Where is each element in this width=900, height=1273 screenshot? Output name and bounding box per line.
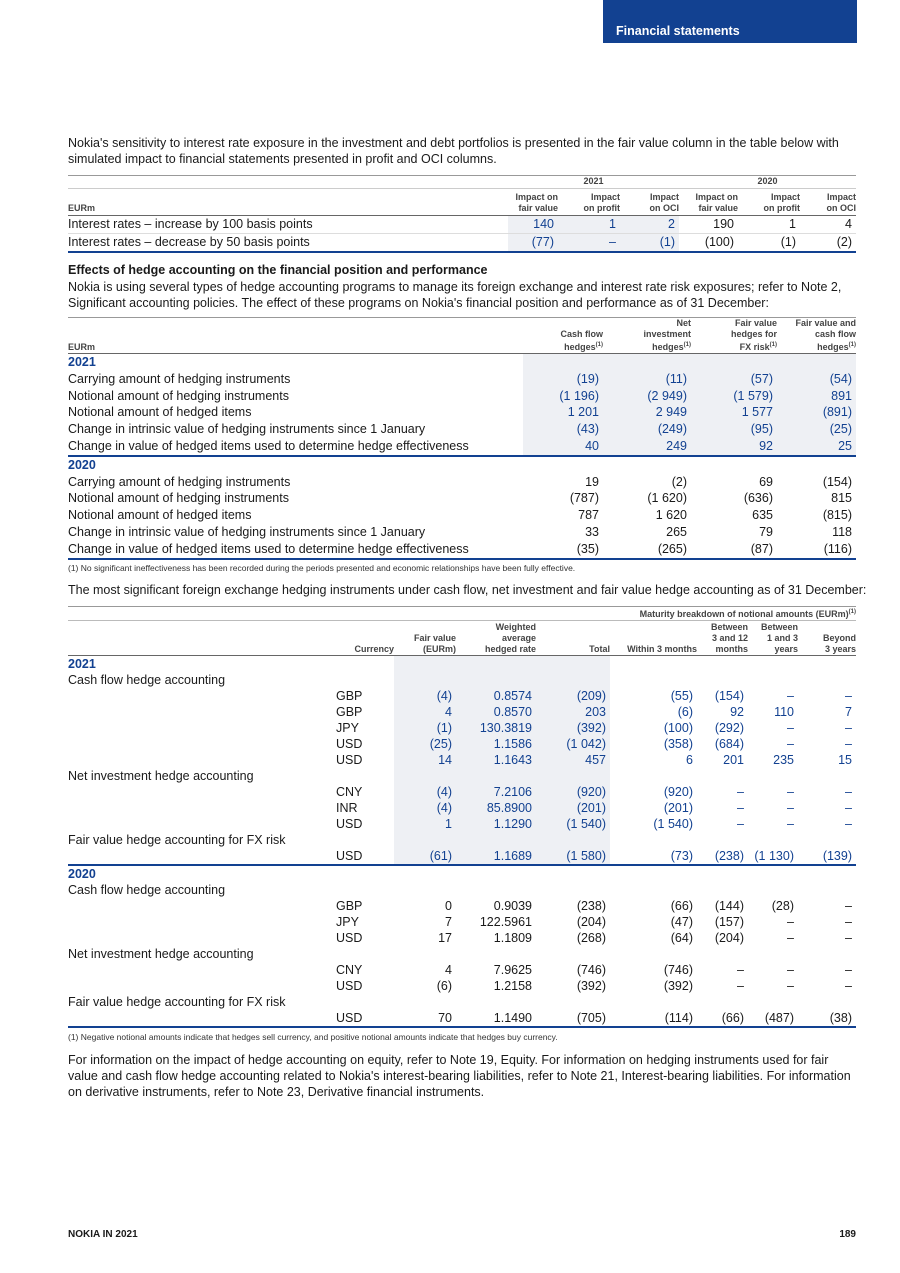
table-row (68, 541, 856, 559)
table-cell: (292) (714, 721, 744, 735)
column-header: Total (536, 621, 610, 656)
column-header: Fair value (EURm) (394, 621, 456, 656)
table-cell: – (845, 689, 852, 703)
table-cell: 1 577 (691, 404, 777, 421)
table-row (68, 962, 856, 978)
table-cell: – (845, 737, 852, 751)
table-row (68, 233, 856, 252)
table-cell: 1.1643 (456, 752, 536, 768)
row-label: Carrying amount of hedging instruments (68, 371, 291, 386)
group-row (68, 994, 856, 1010)
currency-cell: JPY (336, 721, 359, 735)
table-cell: – (737, 963, 744, 977)
table-cell: – (787, 963, 794, 977)
table-cell: (1 579) (691, 388, 777, 405)
section-title: Effects of hedge accounting on the financial position and performance (68, 263, 488, 277)
column-header: Currency (336, 621, 394, 656)
table-cell: 40 (523, 438, 603, 456)
year-row (68, 456, 856, 474)
table-row (68, 978, 856, 994)
table-cell: 25 (777, 438, 856, 456)
fx-hedging-instruments-table: Maturity breakdown of notional amounts (EURm)$^{(1)}$ Currency Fair value (EURm) Weighted average hedged rate Total Within 3 months Between 3 and 12 months Between 1 and 3 years Beyond 3 years 2021 Cash flow hedge accounting GBP (4) 0.8574 (209) (55) (154) – – GBP 4 0.8570 203 (6) 92 110 7 JPY (1) 130.3819 (392) (100) (292) – – USD (25) 1.1586 (1 042) (358) (684) – – USD 14 1.1643 457 6 201 235 15 Net investment hedge accounting CNY (4) 7.2106 (920) (920) – – – INR (4) 85.8900 (201) (201) – – – USD 1 1.1290 (1 540) (1 540) – – – Fair value hedge accounting for FX risk USD (61) 1.1689 (1 580) (73) (238) (1 130) (139) 2020 Cash flow hedge accounting GBP 0 0.9039 (238) (66) (144) (28) – JPY 7 122.5961 (204) (47) (157) – – USD 17 1.1809 (268) (64) (204) – – Net investment hedge accounting CNY 4 7.9625 (746) (746) – – – USD (6) 1.2158 (392) (392) – – – Fair value hedge accounting for FX risk USD 70 1.1490 (705) (114) (66) (487) (38) (68, 606, 856, 1028)
table-cell: (1 540) (653, 817, 693, 831)
table-cell: (1) (738, 233, 800, 252)
table-cell: (920) (663, 785, 693, 799)
table-row (68, 816, 856, 832)
table-cell: (249) (603, 421, 691, 438)
table-cell: (746) (663, 963, 693, 977)
table-row (68, 524, 856, 541)
table-cell: 92 (691, 438, 777, 456)
table-cell: – (845, 979, 852, 993)
column-header: Impact on fair value (679, 188, 738, 215)
table-cell: 7.2106 (456, 784, 536, 800)
table-cell: 201 (723, 753, 744, 767)
table-cell: 2 (620, 215, 679, 233)
table-cell: (636) (743, 491, 773, 506)
row-label: Change in intrinsic value of hedging instruments since 1 January (68, 422, 426, 437)
year-label: 2021 (68, 355, 96, 369)
table-row (68, 720, 856, 736)
table-cell: – (845, 721, 852, 735)
column-header: Fair value and cash flow hedges$^{(1)}$ (777, 318, 856, 354)
column-header: Impact on profit (558, 188, 620, 215)
table-cell: 130.3819 (456, 720, 536, 736)
group-title: Cash flow hedge accounting (68, 673, 226, 687)
row-label: Interest rates – decrease by 50 basis points (68, 233, 508, 252)
table-cell: 0.8570 (456, 704, 536, 720)
row-label: Change in value of hedged items used to determine hedge effectiveness (68, 438, 523, 456)
table-row (68, 388, 856, 405)
table-cell: 79 (759, 524, 773, 539)
section-paragraph: Nokia is using several types of hedge accounting programs to manage its foreign exchange and interest rate risk exposures; refer to Note 2, Significant accounting policies. The effect of these programs on Nokia's financial position and performance as of 31 December: (68, 280, 842, 310)
maturity-header: Maturity breakdown of notional amounts (EURm) (639, 609, 849, 619)
table-cell: (204) (714, 931, 744, 945)
table-cell: (268) (576, 931, 606, 945)
table-cell: – (787, 801, 794, 815)
table-cell: (392) (536, 720, 610, 736)
table-cell: 815 (831, 491, 852, 506)
table-cell: – (787, 689, 794, 703)
table-cell: (25) (777, 421, 856, 438)
intro-paragraph: Nokia's sensitivity to interest rate exposure in the investment and debt portfolios is presented in the fair value column in the table below with simulated impact to financial statements presented in profit and OCI columns. (68, 136, 839, 166)
group-row (68, 832, 856, 848)
table-cell: – (845, 785, 852, 799)
table-cell: – (787, 979, 794, 993)
currency-cell: USD (336, 737, 363, 751)
table-cell: (6) (436, 979, 452, 993)
column-header: Between 1 and 3 years (748, 621, 798, 656)
table-cell: 1.1809 (493, 931, 532, 945)
table-cell: (209) (536, 688, 610, 704)
currency-cell: GBP (336, 689, 363, 703)
row-label: Change in value of hedged items used to determine hedge effectiveness (68, 541, 523, 559)
table-cell: (95) (691, 421, 777, 438)
table-cell: 1 (394, 816, 456, 832)
table-cell: 1 (738, 215, 800, 233)
table-cell: 235 (773, 753, 794, 767)
table-cell: (6) (677, 705, 693, 719)
currency-cell: GBP (336, 705, 363, 719)
row-label: Change in intrinsic value of hedging instruments since 1 January (68, 524, 426, 539)
table-cell: (154) (714, 689, 744, 703)
table-cell: – (737, 979, 744, 993)
column-header: Net investment hedges$^{(1)}$ (603, 318, 691, 354)
currency-cell: INR (336, 801, 358, 815)
table-cell: – (845, 915, 852, 929)
table-cell: 4 (800, 215, 856, 233)
table-cell: (201) (536, 800, 610, 816)
table-row (68, 215, 856, 233)
table-cell: (1 620) (647, 491, 687, 506)
page-number: 189 (839, 1229, 856, 1240)
group-row (68, 672, 856, 688)
table-cell: 1 (558, 215, 620, 233)
footnote: (1) Negative notional amounts indicate that hedges sell currency, and positive notional amounts indicate that hedges buy currency. (68, 1032, 558, 1042)
table-cell: 14 (394, 752, 456, 768)
table-cell: 4 (445, 963, 452, 977)
table-cell: 0 (445, 899, 452, 913)
column-header: Between 3 and 12 months (697, 621, 748, 656)
table-cell: 787 (578, 508, 599, 523)
table-cell: (4) (394, 784, 456, 800)
table-cell: 70 (394, 1010, 456, 1027)
table-cell: (392) (576, 979, 606, 993)
table-cell: 203 (536, 704, 610, 720)
table-row (68, 704, 856, 720)
currency-cell: JPY (336, 915, 359, 929)
table-cell: (43) (523, 421, 603, 438)
table-cell: – (787, 931, 794, 945)
table-cell: – (845, 963, 852, 977)
table-cell: (28) (771, 899, 794, 913)
table-cell: – (845, 931, 852, 945)
table-cell: 118 (832, 524, 852, 539)
table-cell: 249 (603, 438, 691, 456)
footer-title: NOKIA IN 2021 (68, 1229, 138, 1240)
table-cell: (4) (394, 688, 456, 704)
column-header: Within 3 months (610, 621, 697, 656)
table-cell: – (737, 785, 744, 799)
year-label: 2021 (68, 657, 96, 671)
table-row (68, 1010, 856, 1027)
row-label: Carrying amount of hedging instruments (68, 474, 291, 489)
table-cell: (35) (523, 541, 603, 559)
table-cell: (238) (697, 848, 748, 865)
table-cell: 19 (585, 474, 599, 489)
table-cell: 2 949 (603, 404, 691, 421)
table-row (68, 688, 856, 704)
currency-cell: CNY (336, 785, 363, 799)
table-cell: (2) (671, 474, 687, 489)
table-cell: (891) (777, 404, 856, 421)
section-header (603, 0, 857, 43)
table-cell: 110 (774, 705, 794, 719)
table-cell: (100) (663, 721, 693, 735)
table-cell: (1 042) (536, 736, 610, 752)
group-row (68, 768, 856, 784)
column-header: Beyond 3 years (798, 621, 856, 656)
table-cell: (1 580) (536, 848, 610, 865)
table-cell: (144) (714, 899, 744, 913)
table-cell: (204) (576, 915, 606, 929)
unit-label: EURm (68, 188, 508, 215)
table-cell: (238) (576, 899, 606, 913)
group-row (68, 882, 856, 898)
table-cell: (1 540) (536, 816, 610, 832)
table-cell: (157) (714, 915, 744, 929)
year-2020-header: 2020 (679, 176, 856, 189)
table-cell: (66) (670, 899, 693, 913)
table-cell: (201) (663, 801, 693, 815)
group-title: Cash flow hedge accounting (68, 883, 226, 897)
table-cell: 6 (686, 753, 693, 767)
currency-cell: GBP (336, 899, 363, 913)
instruments-paragraph: The most significant foreign exchange hedging instruments under cash flow, net investment and fair value hedge accounting as of 31 December: (68, 583, 867, 597)
table-row (68, 404, 856, 421)
table-cell: (1) (394, 720, 456, 736)
table-row (68, 490, 856, 507)
table-cell: (684) (714, 737, 744, 751)
table-cell: 7 (845, 705, 852, 719)
table-row (68, 848, 856, 865)
table-cell: 635 (752, 508, 773, 523)
group-title: Fair value hedge accounting for FX risk (68, 995, 286, 1009)
table-cell: (87) (691, 541, 777, 559)
table-cell: – (737, 801, 744, 815)
table-cell: 140 (508, 215, 558, 233)
table-cell: – (787, 737, 794, 751)
table-cell: (66) (697, 1010, 748, 1027)
table-cell: (73) (610, 848, 697, 865)
table-cell: (38) (798, 1010, 856, 1027)
column-header: Cash flow hedges$^{(1)}$ (523, 318, 603, 354)
column-header: Fair value hedges for FX risk$^{(1)}$ (691, 318, 777, 354)
table-cell: – (558, 233, 620, 252)
group-row (68, 946, 856, 962)
table-cell: (487) (748, 1010, 798, 1027)
table-row (68, 800, 856, 816)
table-cell: 15 (838, 753, 852, 767)
column-header: Impact on profit (738, 188, 800, 215)
table-cell: (265) (603, 541, 691, 559)
table-cell: – (787, 915, 794, 929)
group-title: Net investment hedge accounting (68, 769, 254, 783)
table-cell: (154) (822, 474, 852, 489)
table-cell: 0.9039 (493, 899, 532, 913)
table-row (68, 784, 856, 800)
table-cell: (815) (822, 508, 852, 523)
table-cell: – (787, 721, 794, 735)
table-cell: (358) (663, 737, 693, 751)
table-cell: 1.1586 (456, 736, 536, 752)
table-cell: 17 (438, 931, 452, 945)
column-header: Impact on OCI (620, 188, 679, 215)
row-label: Interest rates – increase by 100 basis points (68, 215, 508, 233)
table-cell: 33 (585, 524, 599, 539)
table-cell: (114) (610, 1010, 697, 1027)
table-cell: (116) (777, 541, 856, 559)
table-cell: (1) (620, 233, 679, 252)
unit-label: EURm (68, 318, 523, 354)
table-cell: 1.1490 (456, 1010, 536, 1027)
table-cell: 1 201 (523, 404, 603, 421)
table-cell: (47) (670, 915, 693, 929)
table-cell: 1 620 (655, 508, 687, 523)
table-cell: (19) (523, 371, 603, 388)
table-cell: 1.2158 (493, 979, 532, 993)
table-cell: – (787, 817, 794, 831)
table-cell: – (845, 899, 852, 913)
table-cell: 69 (759, 474, 773, 489)
group-title: Net investment hedge accounting (68, 947, 254, 961)
table-row (68, 930, 856, 946)
table-cell: 4 (394, 704, 456, 720)
table-cell: (139) (798, 848, 856, 865)
table-cell: 457 (536, 752, 610, 768)
year-row (68, 656, 856, 673)
currency-cell: USD (336, 931, 363, 945)
table-cell: (705) (536, 1010, 610, 1027)
footnote: (1) No significant ineffectiveness has been recorded during the periods presented and economic relationships have been fully effective. (68, 563, 576, 573)
table-cell: 85.8900 (456, 800, 536, 816)
table-cell: – (845, 817, 852, 831)
table-cell: (2 949) (603, 388, 691, 405)
table-cell: – (737, 817, 744, 831)
table-cell: 0.8574 (456, 688, 536, 704)
table-cell: (25) (394, 736, 456, 752)
table-cell: (61) (394, 848, 456, 865)
row-label: Notional amount of hedged items (68, 508, 252, 523)
table-cell: 92 (730, 705, 744, 719)
year-2021-header: 2021 (508, 176, 679, 189)
table-cell: (2) (800, 233, 856, 252)
column-header: Impact on OCI (800, 188, 856, 215)
table-cell: (4) (394, 800, 456, 816)
table-cell: 122.5961 (479, 915, 532, 929)
hedge-effects-table (68, 317, 856, 560)
table-row (68, 421, 856, 438)
table-cell: (100) (679, 233, 738, 252)
table-row (68, 898, 856, 914)
table-cell: 265 (666, 524, 687, 539)
table-cell: 1.1290 (456, 816, 536, 832)
group-title: Fair value hedge accounting for FX risk (68, 833, 286, 847)
table-cell: (77) (508, 233, 558, 252)
table-cell: 891 (777, 388, 856, 405)
column-header: Weighted average hedged rate (456, 621, 536, 656)
table-cell: (392) (663, 979, 693, 993)
currency-cell: USD (336, 979, 363, 993)
table-cell: (787) (569, 491, 599, 506)
row-label: Notional amount of hedging instruments (68, 491, 289, 506)
currency-cell: USD (336, 753, 363, 767)
interest-rate-sensitivity-table (68, 175, 856, 253)
table-cell: (55) (670, 689, 693, 703)
currency-cell: CNY (336, 963, 363, 977)
row-label: Notional amount of hedged items (68, 405, 252, 420)
table-row (68, 507, 856, 524)
table-cell: – (787, 785, 794, 799)
table-row (68, 914, 856, 930)
currency-cell: USD (336, 848, 394, 865)
row-label: Notional amount of hedging instruments (68, 388, 289, 403)
year-row (68, 354, 856, 371)
table-cell: (746) (576, 963, 606, 977)
table-cell: (920) (536, 784, 610, 800)
section-header-label: Financial statements (616, 24, 740, 38)
table-cell: (54) (777, 371, 856, 388)
year-label: 2020 (68, 457, 96, 472)
table-row (68, 438, 856, 456)
table-cell: 7 (445, 915, 452, 929)
table-cell: (11) (603, 371, 691, 388)
currency-cell: USD (336, 817, 363, 831)
table-cell: (1 130) (748, 848, 798, 865)
table-cell: (1 196) (523, 388, 603, 405)
column-header: Impact on fair value (508, 188, 558, 215)
table-cell: (64) (670, 931, 693, 945)
table-cell: (57) (691, 371, 777, 388)
closing-paragraph: For information on the impact of hedge accounting on equity, refer to Note 19, Equity. For information on hedging instruments used for fair value and cash flow hedge accounting related to Nokia's interest-bearing liabilities, refer to Note 21, Interest-bearing liabilities. For information on derivative instruments, refer to Note 23, Derivative financial instruments. (68, 1053, 851, 1099)
table-row (68, 371, 856, 388)
table-cell: 7.9625 (493, 963, 532, 977)
table-cell: – (845, 801, 852, 815)
year-label: 2020 (68, 867, 96, 881)
year-row (68, 865, 856, 882)
currency-cell: USD (336, 1010, 394, 1027)
table-row (68, 752, 856, 768)
table-cell: 190 (679, 215, 738, 233)
table-cell: 1.1689 (456, 848, 536, 865)
table-row (68, 474, 856, 491)
table-row (68, 736, 856, 752)
